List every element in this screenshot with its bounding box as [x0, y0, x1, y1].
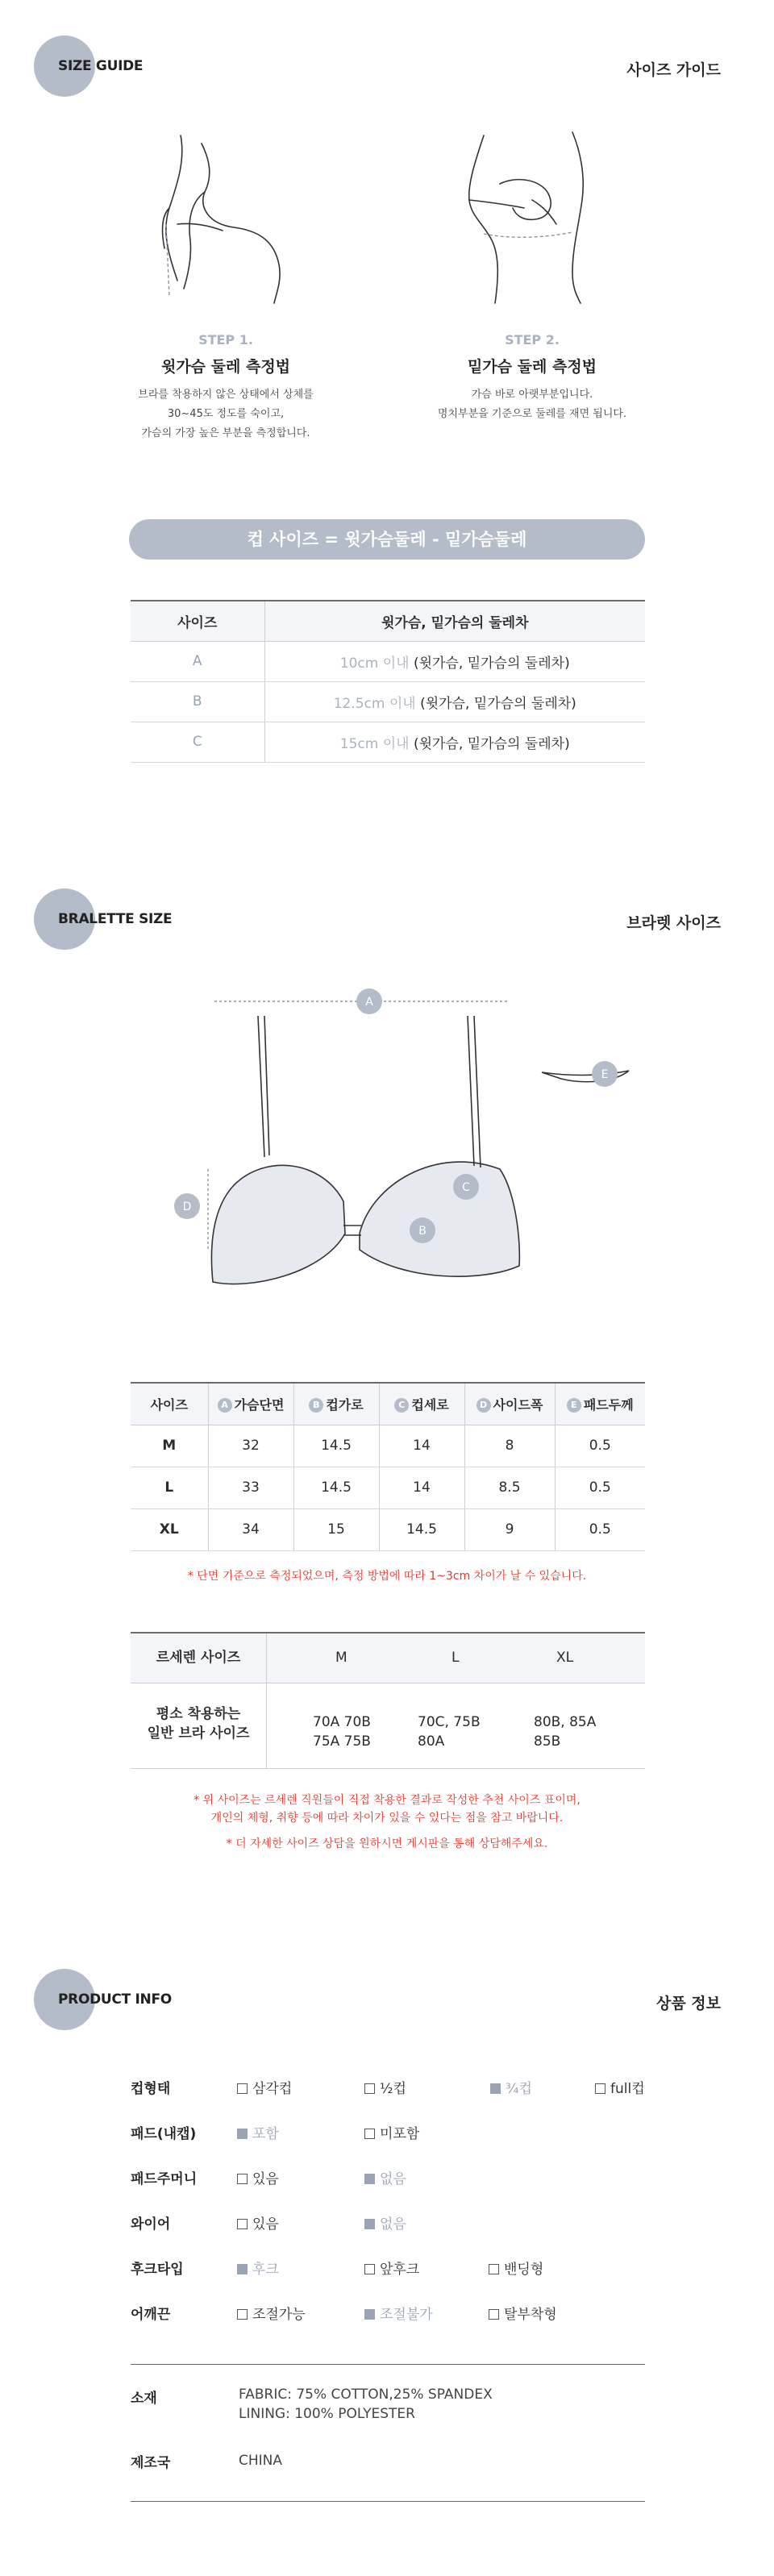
checkbox-icon — [237, 2174, 248, 2184]
step2-measure-illustration — [452, 127, 613, 305]
option-half-cup — [364, 2077, 406, 2097]
bralette-size-table — [131, 1382, 645, 1551]
option-pocket-no — [364, 2167, 406, 2187]
info-label-hook-type: 후크타입 — [131, 2262, 184, 2278]
bra-header-label: 사이드폭 — [493, 1396, 543, 1413]
info-label-pad-pocket: 패드주머니 — [131, 2171, 198, 2187]
option-banding — [489, 2258, 543, 2278]
divider — [131, 2501, 645, 2502]
cup-table-header-size: 사이즈 — [131, 601, 264, 641]
bra-cell: 0.5 — [555, 1509, 645, 1550]
marker-b-icon: B — [309, 1398, 323, 1413]
info-label-wire: 와이어 — [131, 2216, 171, 2233]
checkbox-checked-icon — [364, 2174, 375, 2184]
option-pad-included — [237, 2122, 279, 2142]
table-row — [131, 1425, 645, 1467]
bra-table-header-a — [208, 1383, 293, 1425]
bra-header-label: 컵세로 — [411, 1396, 449, 1413]
diagram-marker-c: C — [462, 1181, 470, 1194]
conversion-row-label: 평소 착용하는 일반 브라 사이즈 — [147, 1706, 250, 1742]
step1-title: 윗가슴 둘레 측정법 — [160, 358, 291, 376]
option-strap-fixed — [364, 2303, 433, 2323]
bra-cell: 15 — [293, 1509, 379, 1550]
conversion-value-m: 70A 70B 75A 75B — [313, 1714, 371, 1750]
bra-table-header-e — [555, 1383, 645, 1425]
bra-table-header-d — [464, 1383, 555, 1425]
checkbox-checked-icon — [490, 2083, 501, 2094]
option-front-hook — [364, 2258, 419, 2278]
bra-table-header-size — [131, 1383, 208, 1425]
cup-size-cell: A — [131, 641, 264, 681]
bra-cell: 14.5 — [293, 1425, 379, 1467]
checkbox-icon — [237, 2219, 248, 2229]
cup-size-cell: C — [131, 722, 264, 762]
bra-cell: 34 — [208, 1509, 293, 1550]
bra-header-label: 사이즈 — [150, 1396, 188, 1413]
origin-value: CHINA — [239, 2453, 283, 2469]
bra-cell: 0.5 — [555, 1425, 645, 1467]
checkbox-icon — [364, 2083, 375, 2094]
measurement-note: * 단면 기준으로 측정되었으며, 측정 방법에 따라 1~3cm 차이가 날 수 있습니다. — [187, 1570, 587, 1583]
option-three-quarter-cup — [490, 2077, 532, 2097]
step1-description: 브라를 착용하지 않은 상태에서 상체를 30~45도 정도를 숙이고, 가슴의 가장 높은 부분을 측정합니다. — [138, 389, 314, 439]
cup-diff-cell — [264, 641, 645, 681]
step2-description: 가슴 바로 아랫부분입니다. 명치부분을 기준으로 둘레를 재면 됩니다. — [437, 389, 627, 420]
bra-table-header-b — [293, 1383, 379, 1425]
option-strap-detachable — [489, 2303, 557, 2323]
step1-label: STEP 1. — [198, 332, 253, 347]
option-hook — [237, 2258, 279, 2278]
conversion-header-label: 르세렌 사이즈 — [156, 1650, 241, 1666]
cup-size-formula: 컵 사이즈 = 윗가슴둘레 - 밑가슴둘레 — [129, 519, 645, 560]
divider — [131, 2364, 645, 2365]
cup-diff-suffix: (윗가슴, 밑가슴의 둘레차) — [420, 695, 576, 712]
bra-header-label: 패드두께 — [583, 1396, 634, 1413]
cup-diff-cell — [264, 681, 645, 722]
checkbox-checked-icon — [237, 2129, 248, 2139]
bralette-badge-label: BRALETTE SIZE — [58, 911, 173, 927]
bra-cell: 33 — [208, 1467, 293, 1509]
checkbox-checked-icon — [364, 2309, 375, 2320]
size-guide-title: 사이즈 가이드 — [626, 61, 721, 79]
table-row — [131, 1509, 645, 1550]
option-wire-yes — [237, 2212, 279, 2233]
origin-label: 제조국 — [131, 2455, 171, 2471]
option-label: 탈부착형 — [504, 2307, 557, 2323]
option-pocket-yes — [237, 2167, 279, 2187]
step2-title: 밑가슴 둘레 측정법 — [467, 358, 597, 376]
option-label: 있음 — [252, 2216, 279, 2233]
bra-cell: L — [131, 1467, 208, 1509]
table-row — [131, 722, 645, 762]
table-row — [131, 641, 645, 681]
bralette-title: 브라렛 사이즈 — [626, 914, 721, 932]
cup-size-table — [131, 600, 645, 763]
cup-table-header-diff: 윗가슴, 밑가슴의 둘레차 — [264, 601, 645, 641]
option-label: 미포함 — [380, 2126, 420, 2142]
conversion-size-m: M — [335, 1650, 347, 1666]
marker-e-icon: E — [567, 1398, 581, 1413]
diagram-marker-b: B — [418, 1225, 427, 1238]
option-label: 앞후크 — [380, 2262, 420, 2278]
table-row — [131, 681, 645, 722]
option-label: 없음 — [380, 2216, 406, 2233]
checkbox-checked-icon — [364, 2219, 375, 2229]
cup-diff-value: 15cm 이내 — [339, 735, 410, 752]
bra-cell: M — [131, 1425, 208, 1467]
option-label: ½컵 — [380, 2081, 406, 2097]
marker-d-icon: D — [476, 1398, 491, 1413]
conversion-divider — [266, 1633, 267, 1769]
consultation-note: * 더 자세한 사이즈 상담을 원하시면 게시판을 통해 상담해주세요. — [226, 1837, 548, 1850]
marker-c-icon: C — [394, 1398, 409, 1413]
cup-diff-value: 12.5cm 이내 — [333, 695, 416, 712]
option-label: 조절불가 — [380, 2307, 433, 2323]
bra-cell: 14.5 — [379, 1509, 464, 1550]
option-label: 없음 — [380, 2171, 406, 2187]
table-row — [131, 1467, 645, 1509]
diagram-marker-d: D — [182, 1201, 192, 1213]
bra-table-header-c — [379, 1383, 464, 1425]
bra-cell: 8.5 — [464, 1467, 555, 1509]
checkbox-icon — [364, 2264, 375, 2274]
conversion-value-xl: 80B, 85A 85B — [534, 1714, 597, 1750]
bra-cell: XL — [131, 1509, 208, 1550]
option-wire-no — [364, 2212, 406, 2233]
info-label-pad: 패드(내캡) — [131, 2126, 197, 2142]
step2-label: STEP 2. — [505, 332, 560, 347]
option-pad-not-included — [364, 2122, 419, 2142]
checkbox-icon — [489, 2309, 499, 2320]
option-strap-adjustable — [237, 2303, 306, 2323]
option-label: 있음 — [252, 2171, 279, 2187]
size-conversion-table — [131, 1632, 645, 1769]
option-label: 밴딩형 — [504, 2262, 544, 2278]
option-label: 삼각컵 — [252, 2081, 293, 2097]
cup-diff-value: 10cm 이내 — [339, 655, 410, 672]
checkbox-checked-icon — [237, 2264, 248, 2274]
cup-diff-suffix: (윗가슴, 밑가슴의 둘레차) — [414, 735, 570, 752]
diagram-marker-a: A — [365, 996, 373, 1009]
cup-diff-cell — [264, 722, 645, 762]
bra-cell: 14 — [379, 1467, 464, 1509]
option-label: 조절가능 — [252, 2307, 306, 2323]
cup-diff-suffix: (윗가슴, 밑가슴의 둘레차) — [414, 655, 570, 672]
info-label-strap: 어깨끈 — [131, 2307, 171, 2323]
conversion-size-xl: XL — [556, 1650, 574, 1666]
bra-cell: 8 — [464, 1425, 555, 1467]
option-label: full컵 — [610, 2081, 645, 2097]
size-guide-badge-label: SIZE GUIDE — [58, 58, 144, 74]
option-label: 포함 — [252, 2126, 279, 2142]
product-info-badge-label: PRODUCT INFO — [58, 1991, 172, 2008]
bra-cell: 14.5 — [293, 1467, 379, 1509]
material-value: FABRIC: 75% COTTON,25% SPANDEX LINING: 100% POLYESTER — [239, 2387, 493, 2422]
conversion-value-l: 70C, 75B 80A — [418, 1714, 481, 1750]
checkbox-icon — [237, 2309, 248, 2320]
bra-cell: 14 — [379, 1425, 464, 1467]
step1-measure-illustration — [145, 127, 306, 305]
checkbox-icon — [364, 2129, 375, 2139]
bra-header-label: 가슴단면 — [234, 1396, 285, 1413]
option-triangle-cup — [237, 2077, 292, 2097]
recommendation-note: * 위 사이즈는 르세렌 직원들이 직접 착용한 결과로 작성한 추천 사이즈 표이며, 개인의 체형, 취향 등에 따라 차이가 있을 수 있다는 점을 참고 바랍니다. — [194, 1794, 580, 1825]
option-full-cup — [595, 2077, 645, 2097]
checkbox-icon — [595, 2083, 605, 2094]
bra-header-label: 컵가로 — [326, 1396, 364, 1413]
conversion-size-l: L — [452, 1650, 460, 1666]
bralette-diagram — [161, 984, 661, 1290]
bra-cell: 32 — [208, 1425, 293, 1467]
checkbox-icon — [237, 2083, 248, 2094]
info-label-cup-shape: 컵형태 — [131, 2081, 171, 2097]
diagram-marker-e: E — [601, 1068, 609, 1081]
bra-cell: 9 — [464, 1509, 555, 1550]
option-label: 후크 — [252, 2262, 279, 2278]
option-label: ¾컵 — [506, 2081, 532, 2097]
marker-a-icon: A — [218, 1398, 232, 1413]
checkbox-icon — [489, 2264, 499, 2274]
material-label: 소재 — [131, 2391, 157, 2407]
bra-cell: 0.5 — [555, 1467, 645, 1509]
cup-size-cell: B — [131, 681, 264, 722]
product-info-title: 상품 정보 — [655, 1995, 721, 2012]
